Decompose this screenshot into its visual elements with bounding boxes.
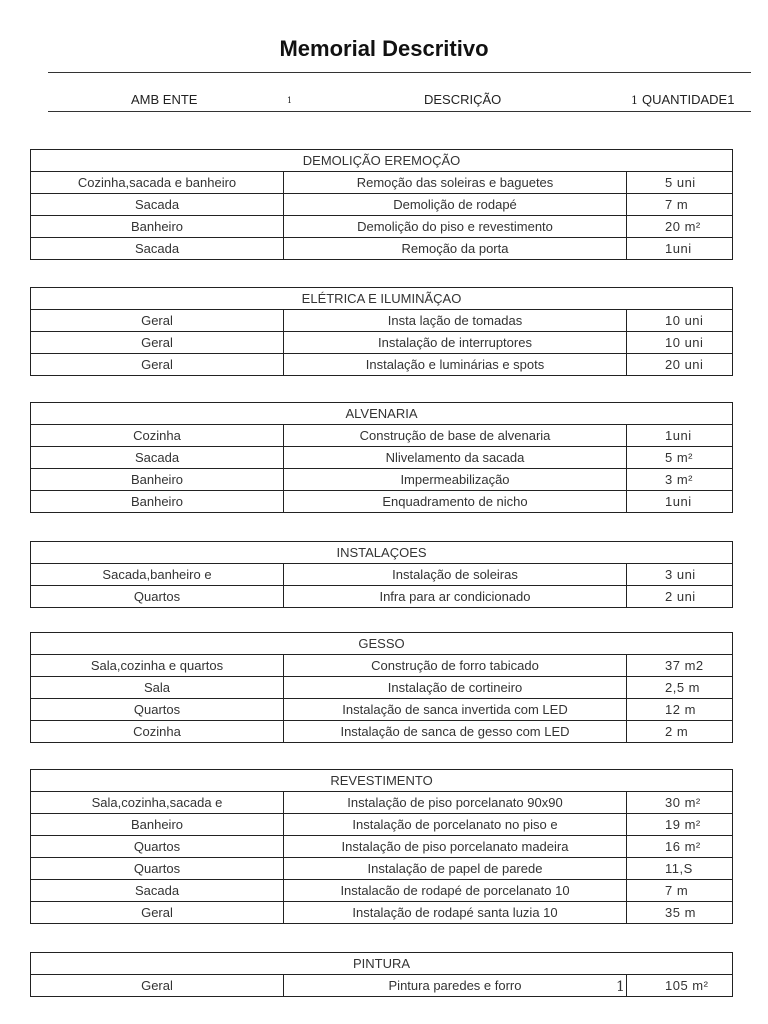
header-ambiente: AMB ENTE — [131, 92, 198, 107]
section-table — [30, 769, 733, 924]
descricao-cell: Instalação de cortineiro — [284, 677, 627, 699]
margin-mark: 1 — [616, 979, 625, 995]
table-row — [31, 902, 733, 924]
ambiente-cell: Quartos — [31, 699, 284, 721]
descricao-cell: Instalação de sanca invertida com LED — [284, 699, 627, 721]
ambiente-cell: Sacada — [31, 447, 284, 469]
descricao-cell: Remoção da porta — [284, 238, 627, 260]
quantidade-cell: 20 m² — [627, 216, 733, 238]
ambiente-cell: Sacada — [31, 194, 284, 216]
table-row — [31, 425, 733, 447]
ambiente-cell: Banheiro — [31, 491, 284, 513]
descricao-cell: Instalação de soleiras — [284, 564, 627, 586]
section-title: REVESTIMENTO — [31, 770, 733, 792]
ambiente-cell: Quartos — [31, 836, 284, 858]
section-table — [30, 541, 733, 608]
divider — [48, 111, 751, 112]
table-row — [31, 172, 733, 194]
descricao-cell: Pintura paredes e forro — [284, 975, 627, 997]
section-header-row — [31, 288, 733, 310]
quantidade-cell: 37 m2 — [627, 655, 733, 677]
section-title: ELÉTRICA E ILUMINÃÇAO — [31, 288, 733, 310]
table-row — [31, 469, 733, 491]
ambiente-cell: Cozinha — [31, 425, 284, 447]
descricao-cell: Construção de forro tabicado — [284, 655, 627, 677]
quantidade-cell: 1uni — [627, 491, 733, 513]
quantidade-cell: 1uni — [627, 425, 733, 447]
descricao-cell: Demolição do piso e revestimento — [284, 216, 627, 238]
table-row — [31, 677, 733, 699]
descricao-cell: Instalação de piso porcelanato madeira — [284, 836, 627, 858]
header-quantidade: QUANTIDADE1 — [642, 92, 735, 107]
table-row — [31, 310, 733, 332]
page-title: Memorial Descritivo — [279, 36, 489, 61]
section-header-row — [31, 953, 733, 975]
section-table — [30, 402, 733, 513]
ambiente-cell: Sala,cozinha e quartos — [31, 655, 284, 677]
descricao-cell: Remoção das soleiras e baguetes — [284, 172, 627, 194]
descricao-cell: Instalação de sanca de gesso com LED — [284, 721, 627, 743]
ambiente-cell: Geral — [31, 332, 284, 354]
table-row — [31, 880, 733, 902]
quantidade-cell: 5 m² — [627, 447, 733, 469]
quantidade-cell: 2 uni — [627, 586, 733, 608]
ambiente-cell: Sala,cozinha,sacada e — [31, 792, 284, 814]
section-title: ALVENARIA — [31, 403, 733, 425]
descricao-cell: Nlivelamento da sacada — [284, 447, 627, 469]
section-title: GESSO — [31, 633, 733, 655]
ambiente-cell: Geral — [31, 975, 284, 997]
descricao-cell: Instalação de papel de parede — [284, 858, 627, 880]
quantidade-cell: 3 m² — [627, 469, 733, 491]
descricao-cell: Instalação de rodapé santa luzia 10 — [284, 902, 627, 924]
descricao-cell: Construção de base de alvenaria — [284, 425, 627, 447]
quantidade-cell: 19 m² — [627, 814, 733, 836]
section-table — [30, 149, 733, 260]
table-row — [31, 814, 733, 836]
quantidade-cell: 2,5 m — [627, 677, 733, 699]
section-table — [30, 952, 733, 997]
quantidade-cell: 7 m — [627, 880, 733, 902]
section-header-row — [31, 150, 733, 172]
quantidade-cell: 105 m² — [627, 975, 733, 997]
ambiente-cell: Sala — [31, 677, 284, 699]
header-mark: 1 — [287, 96, 293, 105]
descricao-cell: Instalação de porcelanato no piso e — [284, 814, 627, 836]
quantidade-cell: 35 m — [627, 902, 733, 924]
ambiente-cell: Banheiro — [31, 814, 284, 836]
section-title: DEMOLIÇÃO EREMOÇÃO — [31, 150, 733, 172]
table-row — [31, 354, 733, 376]
ambiente-cell: Sacada,banheiro e — [31, 564, 284, 586]
ambiente-cell: Geral — [31, 310, 284, 332]
quantidade-cell: 2 m — [627, 721, 733, 743]
divider — [48, 72, 751, 73]
quantidade-cell: 5 uni — [627, 172, 733, 194]
table-row — [31, 721, 733, 743]
ambiente-cell: Sacada — [31, 880, 284, 902]
descricao-cell: Infra para ar condicionado — [284, 586, 627, 608]
ambiente-cell: Cozinha,sacada e banheiro — [31, 172, 284, 194]
table-row — [31, 858, 733, 880]
quantidade-cell: 30 m² — [627, 792, 733, 814]
descricao-cell: Demolição de rodapé — [284, 194, 627, 216]
ambiente-cell: Banheiro — [31, 216, 284, 238]
quantidade-cell: 12 m — [627, 699, 733, 721]
section-header-row — [31, 403, 733, 425]
quantidade-cell: 11,S — [627, 858, 733, 880]
section-title: INSTALAÇOES — [31, 542, 733, 564]
table-row — [31, 447, 733, 469]
header-mark: 1 — [631, 94, 638, 107]
ambiente-cell: Cozinha — [31, 721, 284, 743]
ambiente-cell: Sacada — [31, 238, 284, 260]
table-row — [31, 332, 733, 354]
ambiente-cell: Geral — [31, 354, 284, 376]
ambiente-cell: Banheiro — [31, 469, 284, 491]
ambiente-cell: Quartos — [31, 586, 284, 608]
descricao-cell: Instalação de piso porcelanato 90x90 — [284, 792, 627, 814]
header-descricao: DESCRIÇÃO — [424, 92, 502, 107]
quantidade-cell: 10 uni — [627, 332, 733, 354]
descricao-cell: Impermeabilização — [284, 469, 627, 491]
table-row — [31, 699, 733, 721]
table-row — [31, 238, 733, 260]
table-row — [31, 194, 733, 216]
descricao-cell: Instalação e luminárias e spots — [284, 354, 627, 376]
table-row — [31, 491, 733, 513]
table-row — [31, 655, 733, 677]
table-row — [31, 836, 733, 858]
ambiente-cell: Geral — [31, 902, 284, 924]
table-row — [31, 975, 733, 997]
quantidade-cell: 1uni — [627, 238, 733, 260]
section-header-row — [31, 633, 733, 655]
ambiente-cell: Quartos — [31, 858, 284, 880]
descricao-cell: Insta lação de tomadas — [284, 310, 627, 332]
table-row — [31, 564, 733, 586]
table-row — [31, 216, 733, 238]
section-table — [30, 632, 733, 743]
quantidade-cell: 7 m — [627, 194, 733, 216]
descricao-cell: Enquadramento de nicho — [284, 491, 627, 513]
table-row — [31, 792, 733, 814]
quantidade-cell: 20 uni — [627, 354, 733, 376]
quantidade-cell: 16 m² — [627, 836, 733, 858]
section-title: PINTURA — [31, 953, 733, 975]
section-table — [30, 287, 733, 376]
table-row — [31, 586, 733, 608]
quantidade-cell: 10 uni — [627, 310, 733, 332]
descricao-cell: Instalacão de rodapé de porcelanato 10 — [284, 880, 627, 902]
section-header-row — [31, 542, 733, 564]
section-header-row — [31, 770, 733, 792]
quantidade-cell: 3 uni — [627, 564, 733, 586]
descricao-cell: Instalação de interruptores — [284, 332, 627, 354]
